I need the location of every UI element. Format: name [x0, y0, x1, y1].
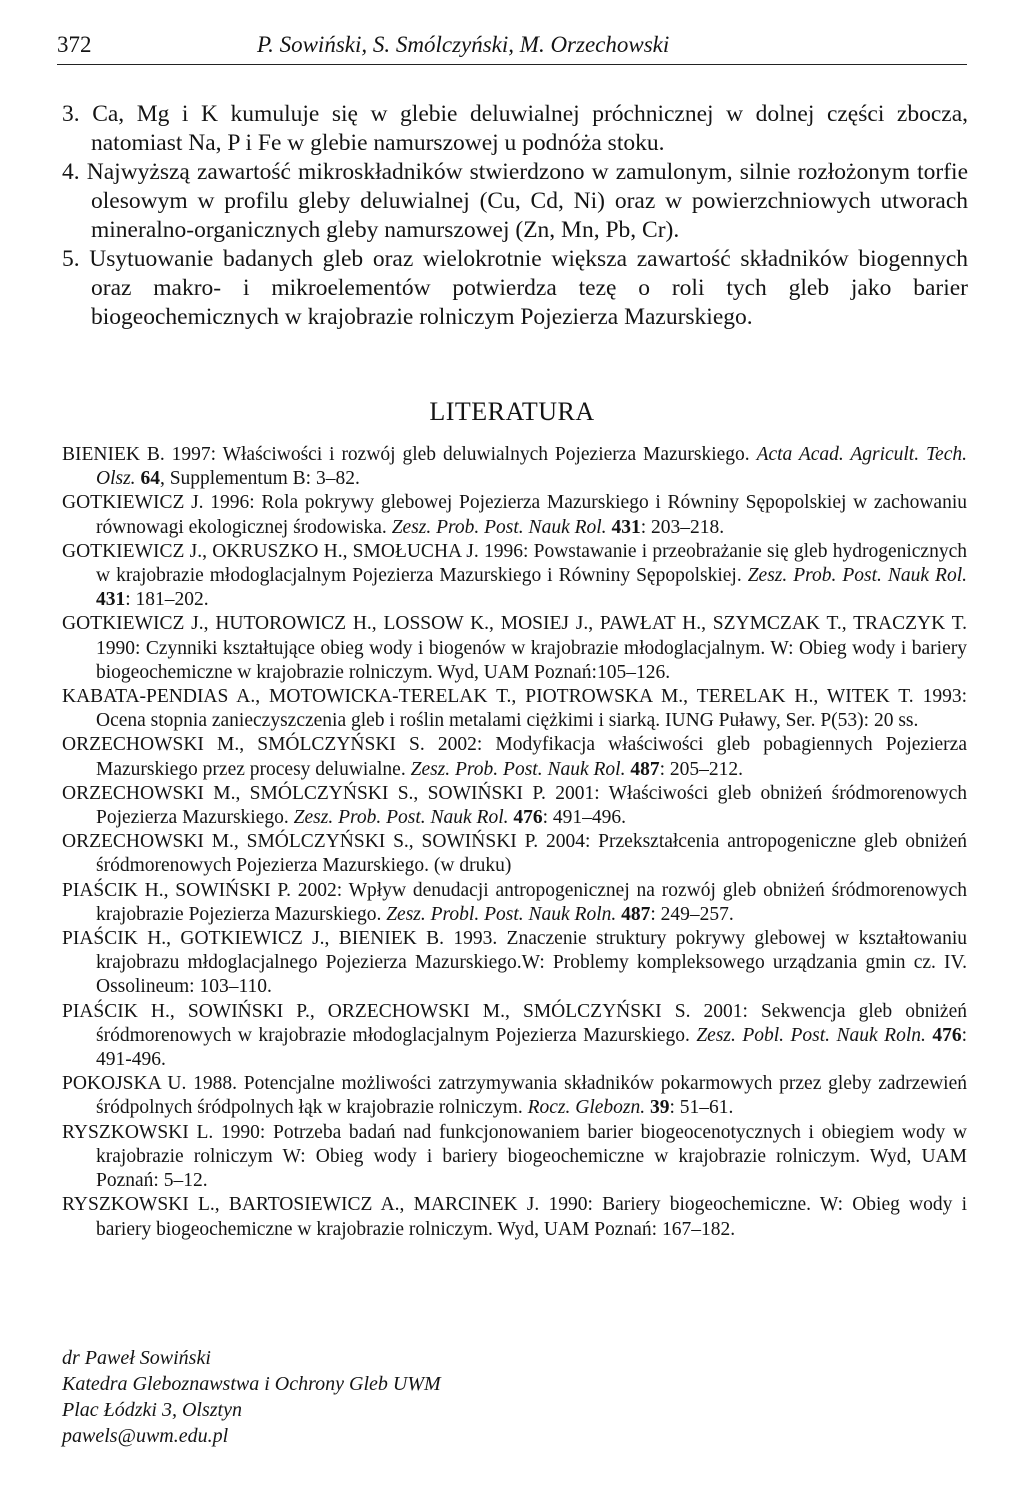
conclusion-text: Najwyższą zawartość mikroskładników stwierdzono w zamulonym, silnie rozłożonym torfie olesowym w profilu gleby deluwialnej (Cu, Cd, Ni) oraz w powierzchniowych utworach mineralno-organicznych gleby namurszowej (Zn, Mn, Pb, Cr). — [86, 159, 969, 243]
reference-item — [62, 879, 967, 927]
reference-item — [62, 927, 967, 1000]
author-department: Katedra Gleboznawstwa i Ochrony Gleb UWM — [62, 1373, 441, 1395]
author-name: dr Paweł Sowiński — [62, 1347, 211, 1369]
page-header — [57, 28, 967, 65]
reference-volume: 476 — [932, 1024, 962, 1046]
reference-volume: 64 — [140, 468, 160, 490]
reference-item — [62, 491, 967, 539]
reference-volume: 487 — [630, 758, 660, 780]
reference-journal: Zesz. Pobl. Post. Nauk Roln. — [696, 1024, 926, 1046]
reference-text: RYSZKOWSKI L. 1990: Potrzeba badań nad funkcjonowaniem barier biogeocenotycznych i obiegiem wody w krajobrazie rolniczym W: Obieg wody i bariery biogeochemiczne w krajobrazie rolniczym. Wyd, UAM Poznań: 5–12. — [62, 1121, 967, 1192]
reference-item — [62, 782, 967, 830]
conclusion-text: Usytuowanie badanych gleb oraz wielokrotnie większa zawartość składników biogennych oraz makro- i mikroelementów potwierdza tezę o roli tych gleb jako barier biogeochemicznych w krajobrazie rolniczym Pojezierza Mazurskiego. — [89, 246, 968, 330]
author-email: pawels@uwm.edu.pl — [62, 1425, 229, 1447]
reference-volume: 431 — [96, 589, 126, 611]
conclusion-item — [62, 158, 968, 245]
reference-pages: : 491–496. — [542, 807, 627, 829]
reference-text: GOTKIEWICZ J., OKRUSZKO H., SMOŁUCHA J. 1996: Powstawanie i przeobrażanie się gleb hydrogenicznych w krajobrazie młodoglacjalnym Pojezierza Mazurskiego i Równiny Sępopolskiej. — [62, 540, 967, 587]
reference-text: PIAŚCIK H., SOWIŃSKI P. 2002: Wpływ denudacji antropogenicznej na rozwój gleb obniżeń śródmorenowych krajobrazie Pojezierza Mazurskiego. — [62, 879, 967, 925]
conclusion-number: 3. — [62, 101, 80, 127]
author-address — [62, 1345, 441, 1449]
reference-journal: Zesz. Prob. Post. Nauk Rol. — [391, 516, 607, 538]
reference-pages: : 249–257. — [650, 903, 734, 925]
reference-item — [62, 1000, 967, 1073]
reference-item — [62, 1121, 967, 1194]
conclusion-number: 5. — [62, 246, 80, 272]
conclusions-list — [62, 100, 968, 332]
reference-item — [62, 443, 967, 491]
reference-pages: , Supplementum B: 3–82. — [159, 468, 360, 490]
reference-text: POKOJSKA U. 1988. Potencjalne możliwości zatrzymywania składników pokarmowych przez gleby zadrzewień śródpolnych śródpolnych łąk w krajobrazie rolniczym. — [62, 1073, 967, 1119]
reference-item — [62, 540, 967, 613]
reference-pages: : 491-496. — [96, 1024, 968, 1071]
reference-pages: : 181–202. — [125, 589, 209, 611]
running-head: P. Sowiński, S. Smólczyński, M. Orzechowski — [257, 32, 670, 57]
reference-text: GOTKIEWICZ J., HUTOROWICZ H., LOSSOW K., MOSIEJ J., PAWŁAT H., SZYMCZAK T., TRACZYK T. 1990: Czynniki kształtujące obieg wody i biogenów w krajobrazie młodoglacjalnym. W: Obieg wody i bariery biogeochemiczne w krajobrazie rolniczym. Wyd, UAM Poznań:105–126. — [62, 613, 967, 683]
reference-text: GOTKIEWICZ J. 1996: Rola pokrywy glebowej Pojezierza Mazurskiego i Równiny Sępopolskiej w zachowaniu równowagi ekologicznej środowiska. — [62, 492, 967, 538]
conclusion-number: 4. — [62, 159, 80, 185]
reference-list — [62, 443, 967, 1242]
reference-volume: 487 — [621, 903, 651, 925]
reference-text: KABATA-PENDIAS A., MOTOWICKA-TERELAK T., PIOTROWSKA M., TERELAK H., WITEK T. 1993: Ocena stopnia zanieczyszczenia gleb i roślin metalami ciężkimi i siarką. IUNG Puławy, Ser. P(53): 20 ss. — [62, 686, 967, 732]
reference-item — [62, 733, 967, 781]
author-street: Plac Łódzki 3, Olsztyn — [62, 1399, 242, 1421]
reference-pages: : 51–61. — [669, 1097, 734, 1119]
reference-pages: : 205–212. — [659, 758, 744, 780]
reference-text: ORZECHOWSKI M., SMÓLCZYŃSKI S., SOWIŃSKI P. 2001: Właściwości gleb obniżeń śródmorenowych Pojezierza Mazurskiego. — [62, 782, 967, 829]
reference-text: ORZECHOWSKI M., SMÓLCZYŃSKI S. 2002: Modyfikacja właściwości gleb pobagiennych Pojezierza Mazurskiego przez procesy deluwialne. — [62, 734, 967, 780]
reference-text: RYSZKOWSKI L., BARTOSIEWICZ A., MARCINEK J. 1990: Bariery biogeochemiczne. W: Obieg wody i bariery biogeochemiczne w krajobrazie rolniczym. Wyd, UAM Poznań: 167–182. — [62, 1194, 967, 1240]
conclusion-item — [62, 100, 968, 158]
reference-text: BIENIEK B. 1997: Właściwości i rozwój gleb deluwialnych Pojezierza Mazurskiego. — [62, 444, 757, 465]
reference-item — [62, 1193, 967, 1241]
reference-journal: Zesz. Prob. Post. Nauk Rol. — [747, 565, 967, 587]
reference-journal: Zesz. Prob. Post. Nauk Rol. — [410, 758, 626, 780]
reference-item — [62, 1072, 967, 1120]
reference-item — [62, 685, 967, 733]
conclusion-text: Ca, Mg i K kumuluje się w glebie deluwialnej próchnicznej w dolnej części zbocza, natomiast Na, P i Fe w glebie namurszowej u podnóża stoku. — [91, 101, 969, 156]
reference-journal: Zesz. Prob. Post. Nauk Rol. — [293, 807, 509, 829]
reference-text: PIAŚCIK H., SOWIŃSKI P., ORZECHOWSKI M., SMÓLCZYŃSKI S. 2001: Sekwencja gleb obniżeń śródmorenowych w krajobrazie młodoglacjalnym Pojezierza Mazurskiego. — [62, 1000, 967, 1046]
reference-journal: Acta Acad. Agricult. Tech. Olsz. — [96, 444, 967, 490]
reference-journal: Rocz. Glebozn. — [527, 1097, 646, 1119]
reference-volume: 39 — [650, 1097, 670, 1119]
literature-heading: LITERATURA — [429, 397, 595, 426]
reference-item — [62, 612, 967, 685]
reference-volume: 431 — [611, 516, 641, 538]
reference-volume: 476 — [513, 807, 543, 829]
reference-pages: : 203–218. — [640, 516, 725, 538]
reference-item — [62, 830, 967, 878]
reference-text: ORZECHOWSKI M., SMÓLCZYŃSKI S., SOWIŃSKI P. 2004: Przekształcenia antropogeniczne gleb obniżeń śródmorenowych Pojezierza Mazurskiego. (w druku) — [62, 831, 967, 877]
reference-text: PIAŚCIK H., GOTKIEWICZ J., BIENIEK B. 1993. Znaczenie struktury pokrywy glebowej w kształtowaniu krajobrazu młdoglacjalnego Pojezierza Mazurskiego.W: Problemy kompleksowego urządzania gmin cz. IV. Ossolineum: 103–110. — [62, 928, 967, 998]
page-number: 372 — [57, 32, 92, 57]
conclusion-item — [62, 245, 968, 332]
reference-journal: Zesz. Probl. Post. Nauk Roln. — [386, 903, 617, 925]
